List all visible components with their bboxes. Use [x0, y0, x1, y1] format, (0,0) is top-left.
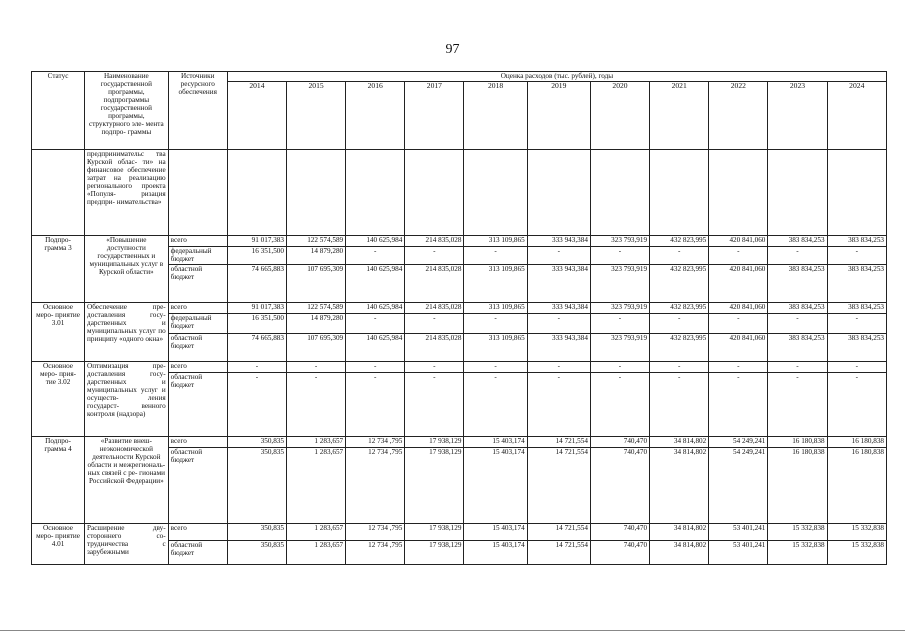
- value-cell-2022: 53 401,241: [709, 541, 768, 565]
- value-cell-2024: -: [827, 362, 886, 373]
- value-cell-2024: 383 834,253: [827, 334, 886, 362]
- value-cell-2016: -: [346, 362, 405, 373]
- header-status: Статус: [32, 72, 85, 150]
- table-row: [32, 362, 887, 373]
- value-cell-2020: 323 793,919: [590, 265, 649, 303]
- header-year-2014: 2014: [227, 82, 286, 150]
- value-cell-2016: 140 625,984: [346, 265, 405, 303]
- value-cell-2018: -: [464, 362, 527, 373]
- funding-source-cell: областной бюджет: [168, 373, 227, 437]
- value-cell-2018: 313 109,865: [464, 303, 527, 314]
- value-cell-2024: 15 332,838: [827, 524, 886, 541]
- value-cell-2022: 420 841,060: [709, 236, 768, 247]
- value-cell-2022: 420 841,060: [709, 303, 768, 314]
- value-cell-2015: 1 283,657: [286, 524, 345, 541]
- value-cell-2023: -: [768, 362, 827, 373]
- value-cell-2017: -: [405, 373, 464, 437]
- value-cell-2021: -: [650, 314, 709, 334]
- value-cell-2016: 12 734 ,795: [346, 448, 405, 524]
- budget-table: [31, 71, 887, 565]
- program-name-cell: «Развитие внеш- неэкономической деятельности Курской области и межрегиональ- ных связей с ре- гионами Российской Федерации»: [85, 437, 169, 524]
- header-year-2023: 2023: [768, 82, 827, 150]
- funding-source-cell: всего: [168, 236, 227, 247]
- value-cell-2024: -: [827, 373, 886, 437]
- value-cell-2019: 14 721,554: [527, 541, 590, 565]
- value-cell-2015: -: [286, 362, 345, 373]
- value-cell-2014: 350,835: [227, 524, 286, 541]
- funding-source-cell: областной бюджет: [168, 448, 227, 524]
- value-cell-2020: 740,470: [590, 448, 649, 524]
- header-year-2021: 2021: [650, 82, 709, 150]
- value-cell-2014: 91 017,383: [227, 303, 286, 314]
- value-cell-2016: 140 625,984: [346, 303, 405, 314]
- value-cell-2014: 350,835: [227, 448, 286, 524]
- funding-source-cell: всего: [168, 303, 227, 314]
- value-cell-2019: 333 943,384: [527, 265, 590, 303]
- value-cell-2022: 53 401,241: [709, 524, 768, 541]
- value-cell-2014: 350,835: [227, 437, 286, 448]
- header-estimate: Оценка расходов (тыс. рублей), годы: [227, 72, 886, 82]
- value-cell-2021: 432 823,995: [650, 334, 709, 362]
- value-cell-2015: 1 283,657: [286, 448, 345, 524]
- value-cell-2023: -: [768, 373, 827, 437]
- program-name-cell: Оптимизация пре- доставления госу- дарственных и муниципальных услуг и осуществ- ления государст- венного контроля (надзора): [85, 362, 169, 437]
- table-row: [32, 303, 887, 314]
- value-cell-2022: 420 841,060: [709, 334, 768, 362]
- value-cell-2021: 34 814,802: [650, 524, 709, 541]
- value-cell-2015: 107 695,309: [286, 334, 345, 362]
- value-cell-2014: 16 351,500: [227, 314, 286, 334]
- funding-source-cell: областной бюджет: [168, 334, 227, 362]
- header-year-2024: 2024: [827, 82, 886, 150]
- value-cell-2014: 16 351,500: [227, 247, 286, 265]
- value-cell-2022: -: [709, 362, 768, 373]
- funding-source-cell: всего: [168, 524, 227, 541]
- value-cell-2016: 12 734 ,795: [346, 541, 405, 565]
- value-cell-2019: 333 943,384: [527, 334, 590, 362]
- header-year-2016: 2016: [346, 82, 405, 150]
- value-cell-2016: -: [346, 247, 405, 265]
- table-row: [32, 524, 887, 541]
- value-cell-2015: -: [286, 373, 345, 437]
- continuation-source-cell: [168, 150, 227, 236]
- value-cell-2022: -: [709, 373, 768, 437]
- value-cell-2016: 140 625,984: [346, 236, 405, 247]
- value-cell-2023: -: [768, 247, 827, 265]
- value-cell-2023: -: [768, 314, 827, 334]
- value-cell-2015: 122 574,589: [286, 303, 345, 314]
- value-cell-2015: 122 574,589: [286, 236, 345, 247]
- value-cell-2014: 74 665,883: [227, 265, 286, 303]
- value-cell-2021: 34 814,802: [650, 437, 709, 448]
- value-cell-2024: 15 332,838: [827, 541, 886, 565]
- value-cell-2020: 323 793,919: [590, 236, 649, 247]
- value-cell-2020: 323 793,919: [590, 334, 649, 362]
- value-cell-2014: 91 017,383: [227, 236, 286, 247]
- value-cell-2014: 350,835: [227, 541, 286, 565]
- value-cell-2017: 17 938,129: [405, 541, 464, 565]
- value-cell-2015: 1 283,657: [286, 437, 345, 448]
- value-cell-2021: 34 814,802: [650, 541, 709, 565]
- header-year-2018: 2018: [464, 82, 527, 150]
- value-cell-2018: 15 403,174: [464, 524, 527, 541]
- value-cell-2018: 313 109,865: [464, 334, 527, 362]
- value-cell-2018: -: [464, 373, 527, 437]
- value-cell-2019: 333 943,384: [527, 236, 590, 247]
- value-cell-2022: 54 249,241: [709, 437, 768, 448]
- funding-source-cell: всего: [168, 437, 227, 448]
- funding-source-cell: федеральный бюджет: [168, 247, 227, 265]
- program-name-cell: Расширение дву- стороннего со- трудничества с зарубежными: [85, 524, 169, 565]
- value-cell-2020: 740,470: [590, 524, 649, 541]
- value-cell-2024: 383 834,253: [827, 265, 886, 303]
- value-cell-2021: -: [650, 247, 709, 265]
- value-cell-2021: -: [650, 362, 709, 373]
- value-cell-2018: 313 109,865: [464, 265, 527, 303]
- value-cell-2023: 16 180,838: [768, 448, 827, 524]
- value-cell-2024: -: [827, 247, 886, 265]
- continuation-row: [32, 150, 887, 236]
- value-cell-2020: -: [590, 314, 649, 334]
- value-cell-2017: -: [405, 247, 464, 265]
- value-cell-2017: 17 938,129: [405, 437, 464, 448]
- value-cell-2024: 16 180,838: [827, 437, 886, 448]
- value-cell-2022: -: [709, 247, 768, 265]
- status-cell: Основное меро- прия- тие 3.02: [32, 362, 85, 437]
- value-cell-2021: -: [650, 373, 709, 437]
- value-cell-2022: -: [709, 314, 768, 334]
- value-cell-2016: -: [346, 373, 405, 437]
- value-cell-2019: 14 721,554: [527, 437, 590, 448]
- value-cell-2020: -: [590, 373, 649, 437]
- value-cell-2019: -: [527, 362, 590, 373]
- value-cell-2018: 15 403,174: [464, 448, 527, 524]
- status-cell: Основное меро- приятие 3.01: [32, 303, 85, 362]
- value-cell-2024: -: [827, 314, 886, 334]
- value-cell-2023: 16 180,838: [768, 437, 827, 448]
- value-cell-2020: 740,470: [590, 541, 649, 565]
- status-cell: Подпро- грамма 3: [32, 236, 85, 303]
- value-cell-2023: 383 834,253: [768, 265, 827, 303]
- value-cell-2014: 74 665,883: [227, 334, 286, 362]
- value-cell-2017: 17 938,129: [405, 524, 464, 541]
- page-bottom-divider: [0, 630, 905, 631]
- funding-source-cell: всего: [168, 362, 227, 373]
- header-year-2019: 2019: [527, 82, 590, 150]
- value-cell-2021: 432 823,995: [650, 236, 709, 247]
- value-cell-2024: 383 834,253: [827, 236, 886, 247]
- value-cell-2021: 432 823,995: [650, 265, 709, 303]
- header-sources: Источники ресурсного обеспечения: [168, 72, 227, 150]
- status-cell: Подпро- грамма 4: [32, 437, 85, 524]
- value-cell-2015: 14 879,280: [286, 247, 345, 265]
- program-name-cell: «Повышение доступности государственных и муниципальных услуг в Курской области»: [85, 236, 169, 303]
- value-cell-2018: -: [464, 314, 527, 334]
- value-cell-2022: 420 841,060: [709, 265, 768, 303]
- value-cell-2019: -: [527, 247, 590, 265]
- value-cell-2018: 15 403,174: [464, 437, 527, 448]
- value-cell-2020: 323 793,919: [590, 303, 649, 314]
- page-number: 97: [445, 42, 460, 57]
- value-cell-2016: 12 734 ,795: [346, 524, 405, 541]
- header-name: Наименование государственной программы, подпрограммы государственной программы, структурного эле- мента подпро- граммы: [85, 72, 169, 150]
- funding-source-cell: областной бюджет: [168, 265, 227, 303]
- value-cell-2017: 214 835,028: [405, 303, 464, 314]
- header-year-2020: 2020: [590, 82, 649, 150]
- continuation-status-cell: [32, 150, 85, 236]
- value-cell-2016: 140 625,984: [346, 334, 405, 362]
- funding-source-cell: областной бюджет: [168, 541, 227, 565]
- value-cell-2022: 54 249,241: [709, 448, 768, 524]
- value-cell-2017: 214 835,028: [405, 334, 464, 362]
- value-cell-2014: -: [227, 373, 286, 437]
- value-cell-2023: 15 332,838: [768, 524, 827, 541]
- value-cell-2021: 34 814,802: [650, 448, 709, 524]
- value-cell-2014: -: [227, 362, 286, 373]
- value-cell-2015: 1 283,657: [286, 541, 345, 565]
- value-cell-2019: 14 721,554: [527, 448, 590, 524]
- value-cell-2017: -: [405, 362, 464, 373]
- value-cell-2018: 313 109,865: [464, 236, 527, 247]
- value-cell-2018: -: [464, 247, 527, 265]
- value-cell-2020: -: [590, 362, 649, 373]
- value-cell-2024: 16 180,838: [827, 448, 886, 524]
- value-cell-2019: -: [527, 373, 590, 437]
- table-row: [32, 236, 887, 247]
- header-year-2017: 2017: [405, 82, 464, 150]
- value-cell-2023: 383 834,253: [768, 334, 827, 362]
- value-cell-2016: 12 734 ,795: [346, 437, 405, 448]
- value-cell-2017: 214 835,028: [405, 236, 464, 247]
- value-cell-2015: 14 879,280: [286, 314, 345, 334]
- continuation-name: предпринимательс тва Курской облас- ти» на финансовое обеспечение затрат на реализацию регионального проекта «Популя- ризация предпри- нимательства»: [85, 150, 169, 236]
- value-cell-2023: 383 834,253: [768, 303, 827, 314]
- status-cell: Основное меро- приятие 4.01: [32, 524, 85, 565]
- value-cell-2023: 15 332,838: [768, 541, 827, 565]
- value-cell-2015: 107 695,309: [286, 265, 345, 303]
- value-cell-2020: 740,470: [590, 437, 649, 448]
- value-cell-2017: 17 938,129: [405, 448, 464, 524]
- value-cell-2020: -: [590, 247, 649, 265]
- value-cell-2018: 15 403,174: [464, 541, 527, 565]
- value-cell-2023: 383 834,253: [768, 236, 827, 247]
- value-cell-2017: -: [405, 314, 464, 334]
- header-year-2015: 2015: [286, 82, 345, 150]
- value-cell-2021: 432 823,995: [650, 303, 709, 314]
- value-cell-2019: 14 721,554: [527, 524, 590, 541]
- value-cell-2017: 214 835,028: [405, 265, 464, 303]
- value-cell-2016: -: [346, 314, 405, 334]
- header-year-2022: 2022: [709, 82, 768, 150]
- table-row: [32, 437, 887, 448]
- program-name-cell: Обеспечение пре- доставления госу- дарственных и муниципальных услуг по принципу «одного окна»: [85, 303, 169, 362]
- value-cell-2019: 333 943,384: [527, 303, 590, 314]
- value-cell-2019: -: [527, 314, 590, 334]
- funding-source-cell: федеральный бюджет: [168, 314, 227, 334]
- value-cell-2024: 383 834,253: [827, 303, 886, 314]
